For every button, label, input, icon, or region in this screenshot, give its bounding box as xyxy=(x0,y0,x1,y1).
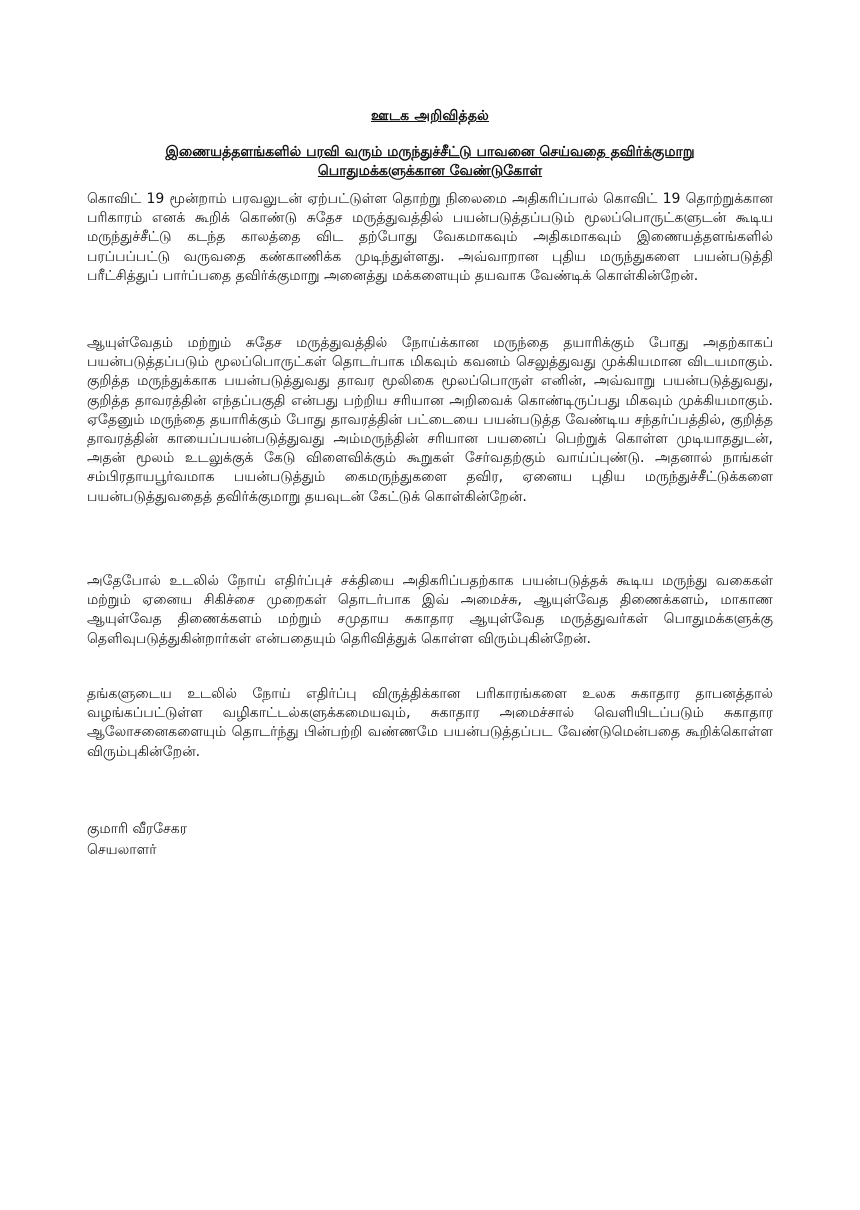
document-title: ஊடக அறிவித்தல் xyxy=(371,108,489,124)
body-paragraph: கொவிட் 19 மூன்றாம் பரவலுடன் ஏற்பட்டுள்ள தொற்று நிலைமை அதிகரிப்பால் கொவிட் 19 தொற்றுக்கான பரிகாரம் எனக் கூறிக் கொண்டு சுதேச மருத்துவத்தில் பயன்படுத்தப்படும் மூலப்பொருட்களுடன் கூடிய மருந்துச்சீட்டு கடந்த காலத்தை விட தற்போது வேகமாகவும் அதிகமாகவும் இணையத்தளங்களில் பரப்பப்பட்டு வருவதை கண்காணிக்க முடிந்துள்ளது. அவ்வாறான புதிய மருந்துகளை பயன்படுத்தி பரீட்சித்துப் பார்ப்பதை தவிர்க்குமாறு அனைத்து மக்களையும் தயவாக வேண்டிக் கொள்கின்றேன். xyxy=(87,191,773,284)
body-paragraph: ஆயுள்வேதம் மற்றும் சுதேச மருத்துவத்தில் நோய்க்கான மருந்தை தயாரிக்கும் போது அதற்காகப் பயன்படுத்தப்படும் மூலப்பொருட்கள் தொடர்பாக மிகவும் கவனம் செலுத்துவது முக்கியமான விடயமாகும். குறித்த மருந்துக்காக பயன்படுத்துவது தாவர மூலிகை மூலப்பொருள் எனின், அவ்வாறு பயன்படுத்துவது, குறித்த தாவரத்தின் எந்தப்பகுதி என்பது பற்றிய சரியான அறிவைக் கொண்டிருப்பது மிகவும் முக்கியமாகும். ஏதேனும் மருந்தை தயாரிக்கும் போது தாவரத்தின் பட்டையை பயன்படுத்த வேண்டிய சந்தர்ப்பத்தில், குறித்த தாவரத்தின் காயைப்பயன்படுத்துவது அம்மருந்தின் சரியான பயனைப் பெற்றுக் கொள்ள முடியாததுடன், அதன் மூலம் உடலுக்குக் கேடு விளைவிக்கும் கூறுகள் சேர்வதற்கும் வாய்ப்புண்டு. அதனால் நாங்கள் சம்பிரதாயபூர்வமாக பயன்படுத்தும் கைமருந்துகளை தவிர, ஏனைய புதிய மருந்துச்சீட்டுக்களை பயன்படுத்துவதைத் தவிர்க்குமாறு தயவுடன் கேட்டுக் கொள்கின்றேன். xyxy=(87,335,773,505)
signatory-designation: செயலாளர் xyxy=(87,842,157,858)
document-subtitle: இணையத்தளங்களில் பரவி வரும் மருந்துச்சீட்டு பாவனை செய்வதை தவிர்க்குமாறு பொதுமக்களுக்கான வேண்டுகோள் xyxy=(165,144,695,179)
body-paragraph: அதேபோல் உடலில் நோய் எதிர்ப்புச் சக்தியை அதிகரிப்பதற்காக பயன்படுத்தக் கூடிய மருந்து வகைகள் மற்றும் ஏனைய சிகிச்சை முறைகள் தொடர்பாக இவ் அமைச்சு, ஆயுள்வேத திணைக்களம், மாகாண ஆயுள்வேத திணைக்களம் மற்றும் சமுதாய சுகாதார ஆயுள்வேத மருத்துவர்கள் பொதுமக்களுக்கு தெளிவுபடுத்துகின்றார்கள் என்பதையும் தெரிவித்துக் கொள்ள விரும்புகின்றேன். xyxy=(87,573,773,647)
body-paragraph: தங்களுடைய உடலில் நோய் எதிர்ப்பு விருத்திக்கான பரிகாரங்களை உலக சுகாதார தாபனத்தால் வழங்கப்பட்டுள்ள வழிகாட்டல்களுக்கமையவும், சுகாதார அமைச்சால் வெளியிடப்படும் சுகாதார ஆலோசனைகளையும் தொடர்ந்து பின்பற்றி வண்ணமே பயன்படுத்தப்பட வேண்டுமென்பதை கூறிக்கொள்ள விரும்புகின்றேன். xyxy=(87,686,773,760)
signatory-name: குமாரி வீரசேகர xyxy=(87,821,187,837)
